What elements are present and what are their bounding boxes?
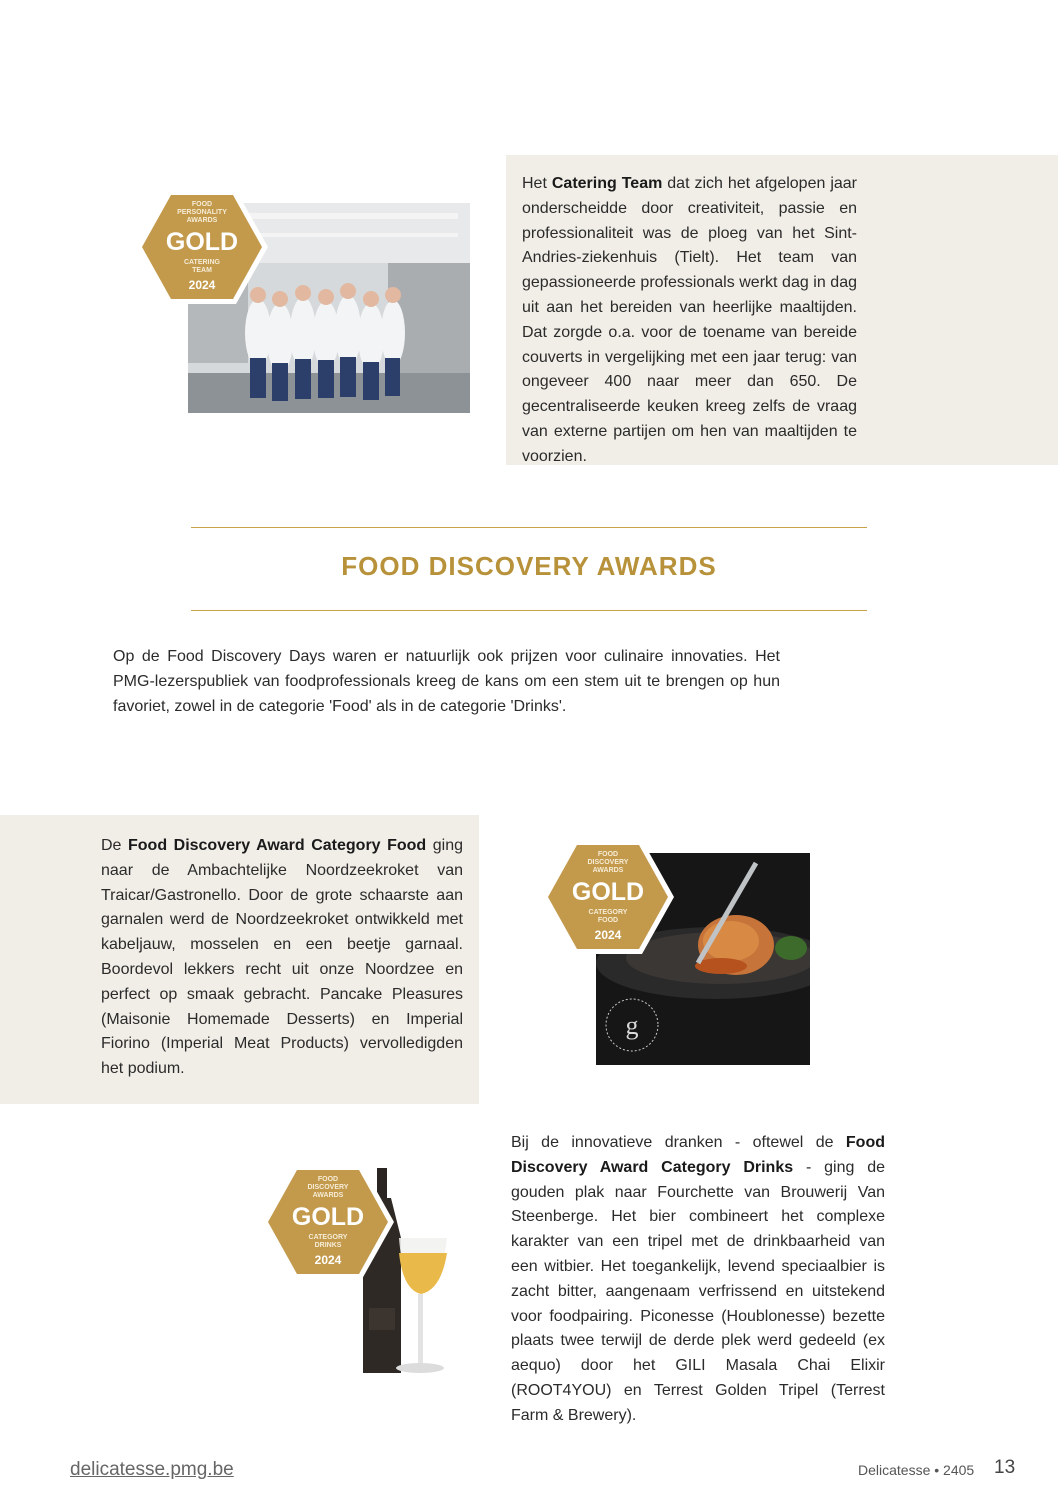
svg-text:CATEGORY: CATEGORY [308,1234,348,1241]
svg-text:2024: 2024 [594,928,622,942]
svg-text:FOOD: FOOD [317,1176,339,1183]
footer-issue: Delicatesse • 2405 [858,1462,975,1478]
svg-text:AWARDS: AWARDS [312,1192,344,1199]
svg-text:2024: 2024 [314,1253,342,1267]
catering-text: Het Catering Team dat zich het afgelopen jaar onderscheidde door creativiteit, passie en professionaliteit was de ploeg van het Sint-Andries-ziekenhuis (Tielt). Het team van gepassioneerde professionals werkt dag in dag uit aan het bereiden van heerlijke maaltijden. Dat zorgde o.a. voor de toename van bereide couverts in vergelijking met een jaar terug: van ongeveer 400 naar meer dan 650. De gecentraliseerde keuken kreeg zelfs de vraag van externe partijen om hen van maaltijden te voorzien. [522,175,858,465]
svg-text:FOOD: FOOD [597,851,619,858]
section-heading: FOOD DISCOVERY AWARDS [341,551,717,581]
food-gold-badge [540,838,676,956]
svg-text:PERSONALITY: PERSONALITY [177,209,227,216]
page-number: 13 [994,1457,1016,1478]
drinks-gold-badge [260,1163,396,1281]
food-text: De Food Discovery Award Category Food ging naar de Ambachtelijke Noordzeekroket van Traicar/Gastronello. Door de grote schaarste aan garnalen werd de Noordzeekroket ontwikkeld met kabeljauw, mosselen en een beetje garnaal. Boordevol lekkers recht uit onze Noordzee en perfect op smaak gebracht. Pancake Pleasures (Maisonie Homemade Desserts) en Imperial Fiorino (Imperial Meat Products) vervolledigden het podium. [101,837,463,1078]
svg-text:GOLD: GOLD [571,878,645,906]
drinks-award-bold: Food Discovery Award Category Drinks [511,1134,885,1176]
svg-text:FOOD: FOOD [597,917,619,924]
svg-text:DISCOVERY: DISCOVERY [587,859,629,866]
drinks-text: Bij de innovatieve dranken - oftewel de Food Discovery Award Category Drinks - ging de gouden plak naar Fourchette van Brouwerij Van Steenberge. Het bier combineert het complexe karakter van een tripel met de drinkbaarheid van een witbier. Het toegankelijk, levend speciaalbier is zacht bitter, aangenaam verfrissend en uitstekend voor foodpairing. Piconesse (Houblonesse) bezette plaats twee terwijl de derde plek werd gedeeld (ex aequo) door het GILI Masala Chai Elixir (ROOT4YOU) en Terrest Golden Tripel (Terrest Farm & Brewery). [511,1134,885,1424]
svg-text:DISCOVERY: DISCOVERY [307,1184,349,1191]
food-award-bold: Food Discovery Award Category Food [128,837,427,854]
heading-rule-bottom [191,610,867,611]
catering-team-bold: Catering Team [551,175,663,192]
svg-text:GOLD: GOLD [165,228,239,256]
footer-url-link[interactable]: delicatesse.pmg.be [70,1459,234,1480]
heading-rule-top [191,527,867,528]
svg-text:g: g [625,1011,639,1040]
catering-gold-badge [134,188,270,306]
svg-text:AWARDS: AWARDS [592,867,624,874]
svg-text:DRINKS: DRINKS [314,1242,342,1249]
section-intro: Op de Food Discovery Days waren er natuurlijk ook prijzen voor culinaire innovaties. Het PMG-lezerspubliek van foodprofessionals kreeg de kans om een stem uit te brengen op hun favoriet, zowel in de categorie 'Food' als in de categorie 'Drinks'. [113,648,780,715]
svg-text:CATEGORY: CATEGORY [588,909,628,916]
svg-text:TEAM: TEAM [192,267,212,274]
svg-text:AWARDS: AWARDS [186,217,218,224]
svg-text:FOOD: FOOD [191,201,213,208]
svg-text:GOLD: GOLD [291,1203,365,1231]
svg-text:2024: 2024 [188,278,216,292]
svg-text:CATERING: CATERING [183,259,221,266]
